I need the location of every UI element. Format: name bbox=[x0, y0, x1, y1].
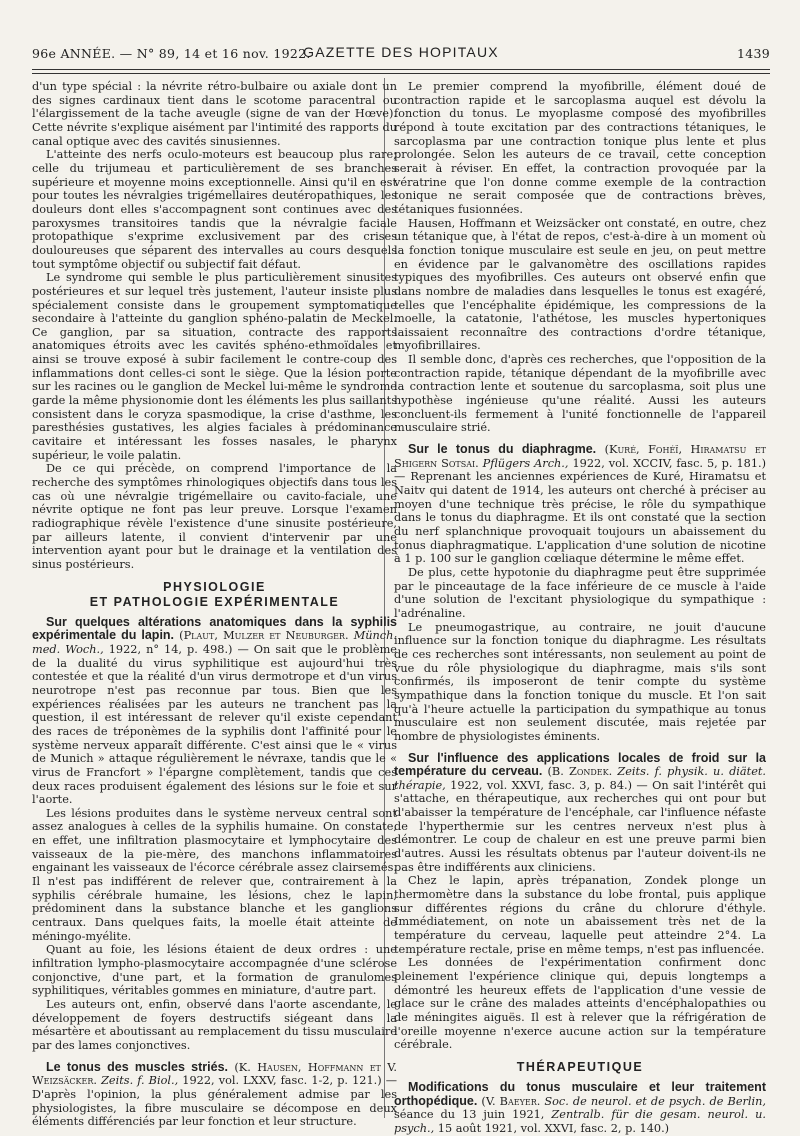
article-journal: Münch. med. Woch., bbox=[32, 629, 397, 656]
article-abstract bbox=[32, 616, 397, 807]
paragraph: Hausen, Hoffmann et Weizsäcker ont constaté, en outre, chez un tétanique que, à l'état de repos, c'est-à-dire à un moment où la fonction tonique musculaire est seule en jeu, on peut mettre en évidence par le galvanomètre des oscillations rapides typiques des myofibrilles. Ces auteurs ont observé enfin que dans nombre de maladies dans lesquelles le tonus est exagéré, telles que l'encéphalite épidémique, les compressions de la moelle, la catatonie, l'athétose, les muscles hypertoniques laissaient reconnaître des contractions d'ordre tétanique, myofibrillaires. bbox=[394, 216, 766, 353]
article-authors: (V. Baeyer. bbox=[481, 1094, 541, 1108]
paragraph: Le premier comprend la myofibrille, élément doué de contraction rapide et le sarcoplasma auquel est dévolu la fonction du tonus. Le myoplasme composé des myofibrilles répond à toute excitation par des contractions tétaniques, le sarcoplasma par une contraction tonique plus lente et plus prolongée. Selon les auteurs de ce travail, cette conception serait à réviser. En effet, la contraction provoquée par la vératrine que l'on donne comme exemple de la contraction tonique ne serait composée que de contractions brèves, tétaniques fusionnées. bbox=[394, 80, 766, 216]
article-text: 1922, vol. LXXV, fasc. 1-2, p. 121.) — D'après l'opinion, la plus généralement admise par les physiologistes, la fibre musculaire se décompose en deux éléments différenciés par leur fonction et leur structure. bbox=[32, 1074, 398, 1129]
paragraph: Il semble donc, d'après ces recherches, que l'opposition de la contraction rapide, tétanique dépendant de la myofibrille avec la contraction lente et soutenue du sarcoplasma, soit plus une hypothèse ingénieuse qu'une réalité. Aussi les auteurs concluent-ils fermement à l'unité fonctionnelle de l'appareil musculaire strié. bbox=[394, 353, 766, 435]
header-rule-top bbox=[32, 69, 770, 70]
article-title: Modifications du tonus musculaire et leur traitement orthopédique. bbox=[394, 1079, 766, 1108]
paragraph: Le pneumogastrique, au contraire, ne jouit d'aucune influence sur la fonction tonique du diaphragme. Les résultats de ces recherches sont intéressants, non seulement au point de vue du rôle physiologique du diaphragme, mais s'ils sont confirmés, ils imposeront de tenir compte du système sympathique dans la fonction tonique du muscle. Et l'on sait qu'à l'heure actuelle la participation du sympathique au tonus musculaire est non seulement discutée, mais rejetée par nombre de physiologistes éminents. bbox=[394, 620, 766, 743]
article-text: séance du 13 juin 1921, bbox=[394, 1108, 545, 1122]
paragraph: d'un type spécial : la névrite rétro-bulbaire ou axiale dont un des signes cardinaux tient dans le scotome paracentral ou l'élargissement de la tache aveugle (signe de van der Hœve). Cette névrite s'explique aisément par l'intimité des rapports du canal optique avec des cavités sinusiennes. bbox=[32, 80, 397, 148]
article-abstract bbox=[394, 443, 766, 566]
article-journal: Soc. de neurol. et de psych. de Berlin, bbox=[544, 1094, 767, 1108]
section-heading-therapeutique: THÉRAPEUTIQUE bbox=[516, 1059, 644, 1074]
article-authors: (Kuré, Fohéï, Hiramatsu et Shigern Sotsai. bbox=[394, 443, 766, 470]
page-number: 1439 bbox=[736, 46, 770, 61]
paragraph: L'atteinte des nerfs oculo-moteurs est beaucoup plus rare; celle du trijumeau et particulièrement de ses branches supérieure et moyenne moins exceptionnelle. Ainsi qu'il en est pour toutes les névralgies trigémellaires deutéropathiques, les douleurs dont elles s'accompagnent sont continues avec des paroxysmes transitoires tandis que la névralgie faciale protopathique s'exprime exclusivement par des crises douloureuses que séparent des intervalles au cours desquels tout symptôme objectif ou subjectif fait défaut. bbox=[32, 148, 397, 271]
article-journal: Pflügers Arch., bbox=[482, 456, 569, 470]
left-column bbox=[32, 80, 397, 1129]
issue-info: 96e ANNÉE. — N° 89, 14 et 16 nov. 1922. bbox=[32, 46, 311, 61]
paragraph: Le syndrome qui semble le plus particulièrement sinusites postérieures et sur lequel très justement, l'auteur insiste plus spécialement consiste dans le groupement symptomatique secondaire à l'atteinte du ganglion sphéno-palatin de Meckel. Ce ganglion, par sa situation, contracte des rapports anatomiques étroits avec les cavités sphéno-ethmoïdales et ainsi se trouve exposé à subir facilement le contre-coup des inflammations dont celles-ci sont le siège. Que la lésion porte sur les racines ou le ganglion de Meckel lui-même le syndrome garde la même physionomie dont les éléments les plus saillants consistent dans le coryza spasmodique, la crise d'asthme, les paresthésies gustatives, les algies faciales à prédominance cavitaire et intéressant les fosses nasales, le pharynx supérieur, le voile palatin. bbox=[32, 271, 397, 462]
paragraph: Chez le lapin, après trépanation, Zondek plonge un thermomètre dans la substance du lobe frontal, puis applique sur différentes régions du crâne du chlorure d'éthyle. Immédiatement, on note un abaissement très net de la température du cerveau, laquelle peut atteindre 2°4. La température rectale, prise en même temps, n'est pas influencée. bbox=[394, 874, 766, 956]
article-journal: Zeits. f. Biol., bbox=[101, 1074, 179, 1088]
article-title: Sur l'influence des applications locales de froid sur la température du cerveau. bbox=[394, 750, 766, 779]
article-abstract bbox=[394, 752, 766, 875]
article-text: 1922, n° 14, p. 498.) — On sait que le problème de la dualité du virus syphilitique est aujourd'hui très contestée et que la réalité d'un virus dermotrope et d'un virus neurotrope n'est pas reconnue par tous. Bien que les expériences réalisées par les auteurs ne tranchent pas la question, il est intéressant de relever qu'il existe cependant des races de tréponèmes de la syphilis dont l'affinité pour le système nerveux apparaît différente. C'est ainsi que le « virus de Munich » attaque régulièrement le névraxe, tandis que le « virus de Francfort » l'épargne complètement, tandis que ces deux races produisent également des lésions sur le foie et sur l'aorte. bbox=[32, 642, 397, 807]
article-authors: (Plaut, Mulzer et Neuburger. bbox=[179, 629, 349, 643]
article-authors: (K. Hausen, Hoffmann et V. Weizsäcker. bbox=[32, 1060, 398, 1088]
article-text: 1922, vol. XXVI, fasc. 3, p. 84.) — On sait l'intérêt qui s'attache, en thérapeutique, aux recherches qui ont pour but d'abaisser la température de l'encéphale, car l'influence néfaste de l'hyperthermie sur les centres nerveux n'est plus à démontrer. Le coup de chaleur en est une preuve parmi bien d'autres. Aussi les résultats obtenus par l'auteur doivent-ils ne pas être indifférents aux cliniciens. bbox=[394, 778, 766, 874]
article-title: Sur le tonus du diaphragme. bbox=[408, 442, 597, 457]
article-text: 1922, vol. XCCIV, fasc. 5, p. 181.) — Reprenant les anciennes expériences de Kuré, Hiramatsu et Naitv qui datent de 1914, les auteurs ont cherché à préciser au moyen d'une technique très précise, le rôle du sympathique dans le tonus du diaphragme. Et ils ont constaté que la section du nerf splanchnique provoquait toujours un abaissement du tonus diaphragmatique. L'application d'une solution de nicotine à 1 p. 100 sur le ganglion cœliaque détermine le même effet. bbox=[394, 456, 767, 566]
section-heading-line: PHYSIOLOGIE bbox=[163, 579, 266, 594]
section-heading-line: ET PATHOLOGIE EXPÉRIMENTALE bbox=[89, 594, 340, 609]
article-journal: Zentralb. für die gesam. neurol. u. psych., bbox=[394, 1108, 767, 1135]
article-title: Sur quelques altérations anatomiques dans la syphilis expérimentale du lapin. bbox=[32, 614, 397, 643]
header-rule-bottom bbox=[32, 73, 770, 74]
paragraph: Les lésions produites dans le système nerveux central sont assez analogues à celles de la syphilis humaine. On constate, en effet, une infiltration plasmocytaire et lymphocytaire des vaisseaux de la pie-mère, des manchons inflammatoires engainant les vaisseaux de l'écorce cérébrale assez clairsemés. Il n'est pas indifférent de relever que, contrairement à la syphilis cérébrale humaine, les lésions, chez le lapin, prédominent dans la substance blanche et les ganglions centraux. Dans quelques faits, la moelle était atteinte de méningo-myélite. bbox=[32, 806, 397, 943]
paragraph: De ce qui précède, on comprend l'importance de la recherche des symptômes rhinologiques objectifs dans tous les cas où une névralgie trigémellaire ou cavito-faciale, une névrite optique ne font pas leur preuve. Lorsque l'examen radiographique révèle l'existence d'une sinusite postérieure, par ailleurs latente, il convient d'intervenir par une intervention ayant pour but le drainage et la ventilation des sinus postérieurs. bbox=[32, 462, 397, 571]
paragraph: Quant au foie, les lésions étaient de deux ordres : une infiltration lympho-plasmocytaire accompagnée d'une sclérose conjonctive, d'une part, et la formation de granulomes syphilitiques, véritables gommes en miniature, d'autre part. bbox=[32, 943, 397, 998]
paragraph: Les données de l'expérimentation confirment donc pleinement l'expérience clinique qui, depuis longtemps a démontré les heureux effets de l'application d'une vessie de glace sur le crâne des malades atteints d'encéphalopathies ou de méningites aiguës. Il est à relever que la réfrigération de l'oreille moyenne n'exerce aucune action sur la température cérébrale. bbox=[394, 956, 766, 1052]
article-text: 15 août 1921, vol. XXVI, fasc. 2, p. 140.) bbox=[437, 1121, 670, 1135]
article-journal: Zeits. f. physik. u. diätet. thérapie, bbox=[394, 765, 767, 792]
journal-title: GAZETTE DES HOPITAUX bbox=[303, 44, 499, 60]
page-header bbox=[32, 44, 770, 66]
article-title: Le tonus des muscles striés. bbox=[46, 1059, 229, 1074]
right-column bbox=[394, 80, 766, 1136]
article-abstract bbox=[394, 1081, 766, 1136]
section-heading-physiologie bbox=[32, 580, 397, 610]
article-authors: (B. Zondek. bbox=[547, 765, 613, 779]
paragraph: Les auteurs ont, enfin, observé dans l'aorte ascendante, le développement de foyers destructifs siégeant dans la mésartère et aboutissant au remplacement du tissu musculaire par des lames conjonctives. bbox=[32, 998, 397, 1052]
article-abstract bbox=[32, 1061, 397, 1129]
paragraph: De plus, cette hypotonie du diaphragme peut être supprimée par le pinceautage de la face inférieure de ce muscle à l'aide d'une solution de l'excitant physiologique du sympathique : l'adrénaline. bbox=[394, 565, 766, 620]
